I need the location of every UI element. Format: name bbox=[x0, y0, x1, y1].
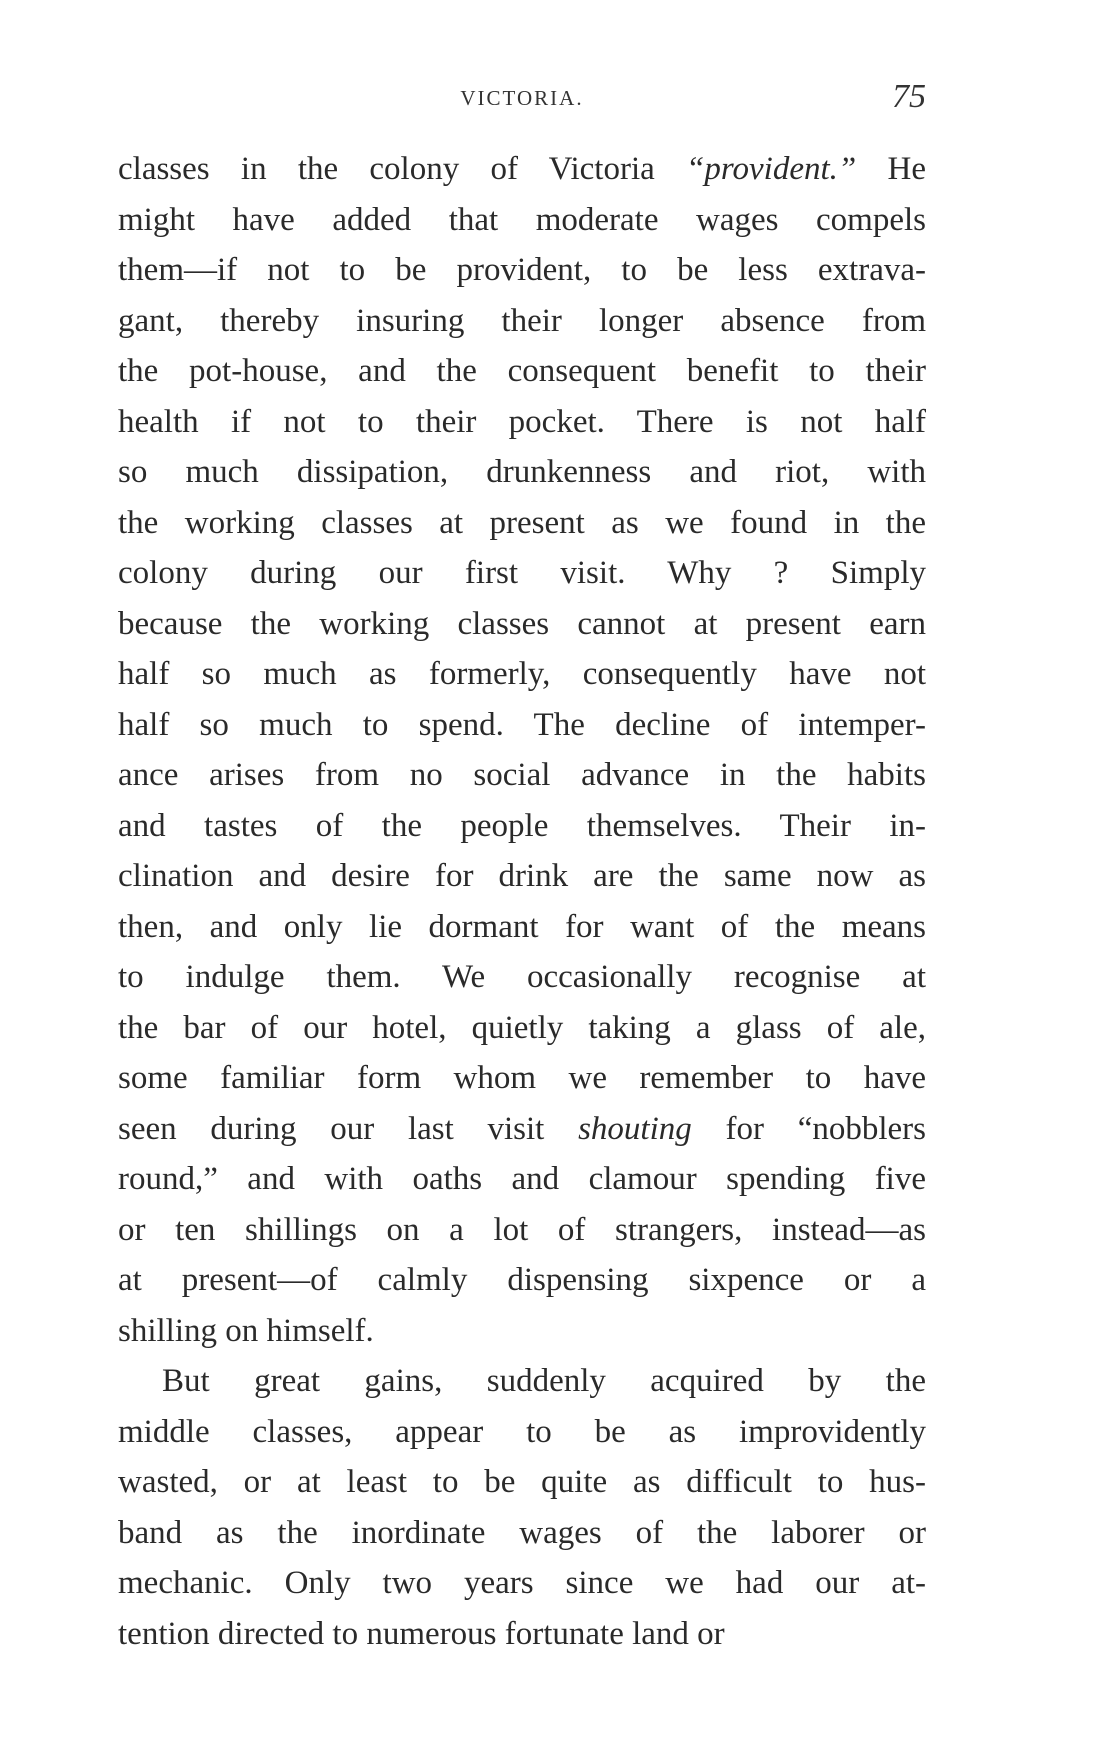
text-line: then, and only lie dormant for want of the means bbox=[118, 908, 926, 945]
running-head bbox=[118, 78, 926, 118]
text-line: shilling on himself. bbox=[118, 1312, 374, 1349]
text-line: or ten shillings on a lot of strangers, instead—as bbox=[118, 1211, 926, 1248]
running-title: VICTORIA. bbox=[460, 86, 584, 110]
text-line: round,” and with oaths and clamour spending five bbox=[118, 1161, 926, 1197]
text-line: colony during our first visit. Why ? Simply bbox=[118, 555, 926, 591]
text-line: and tastes of the people themselves. Their in- bbox=[118, 807, 926, 844]
body-text bbox=[118, 144, 926, 1659]
text-line: classes in the colony of Victoria “provident.” He bbox=[118, 151, 926, 187]
italic-span: “provident.” bbox=[686, 151, 857, 187]
text-line: the bar of our hotel, quietly taking a glass of ale, bbox=[118, 1009, 926, 1046]
text-line: them—if not to be provident, to be less extrava- bbox=[118, 252, 926, 288]
text-line: so much dissipation, drunkenness and riot, with bbox=[118, 454, 926, 490]
text-line: at present—of calmly dispensing sixpence or a bbox=[118, 1262, 926, 1298]
text-line: the pot-house, and the consequent benefit to their bbox=[118, 353, 926, 389]
text-line: tention directed to numerous fortunate land or bbox=[118, 1615, 725, 1652]
text-line: ance arises from no social advance in the habits bbox=[118, 757, 926, 793]
text-line: band as the inordinate wages of the laborer or bbox=[118, 1514, 926, 1551]
text-line: because the working classes cannot at present earn bbox=[118, 605, 926, 642]
text-line: But great gains, suddenly acquired by the bbox=[162, 1363, 926, 1399]
text-line: half so much as formerly, consequently have not bbox=[118, 656, 926, 692]
text-line: wasted, or at least to be quite as difficult to hus- bbox=[118, 1464, 926, 1500]
text-line: to indulge them. We occasionally recognise at bbox=[118, 959, 926, 995]
text-line: some familiar form whom we remember to have bbox=[118, 1060, 926, 1096]
text-line: mechanic. Only two years since we had our at- bbox=[118, 1565, 926, 1601]
text-line: might have added that moderate wages compels bbox=[118, 201, 926, 238]
text-line: gant, thereby insuring their longer absence from bbox=[118, 302, 926, 339]
text-line: middle classes, appear to be as improvidently bbox=[118, 1413, 926, 1450]
text-line: clination and desire for drink are the same now as bbox=[118, 858, 926, 894]
page-number: 75 bbox=[892, 78, 926, 115]
text-line: the working classes at present as we found in the bbox=[118, 504, 926, 541]
text-line: seen during our last visit shouting for “nobblers bbox=[118, 1110, 926, 1147]
text-line: half so much to spend. The decline of intemper- bbox=[118, 706, 926, 743]
italic-span: shouting bbox=[578, 1110, 692, 1147]
text-line: health if not to their pocket. There is not half bbox=[118, 403, 926, 440]
